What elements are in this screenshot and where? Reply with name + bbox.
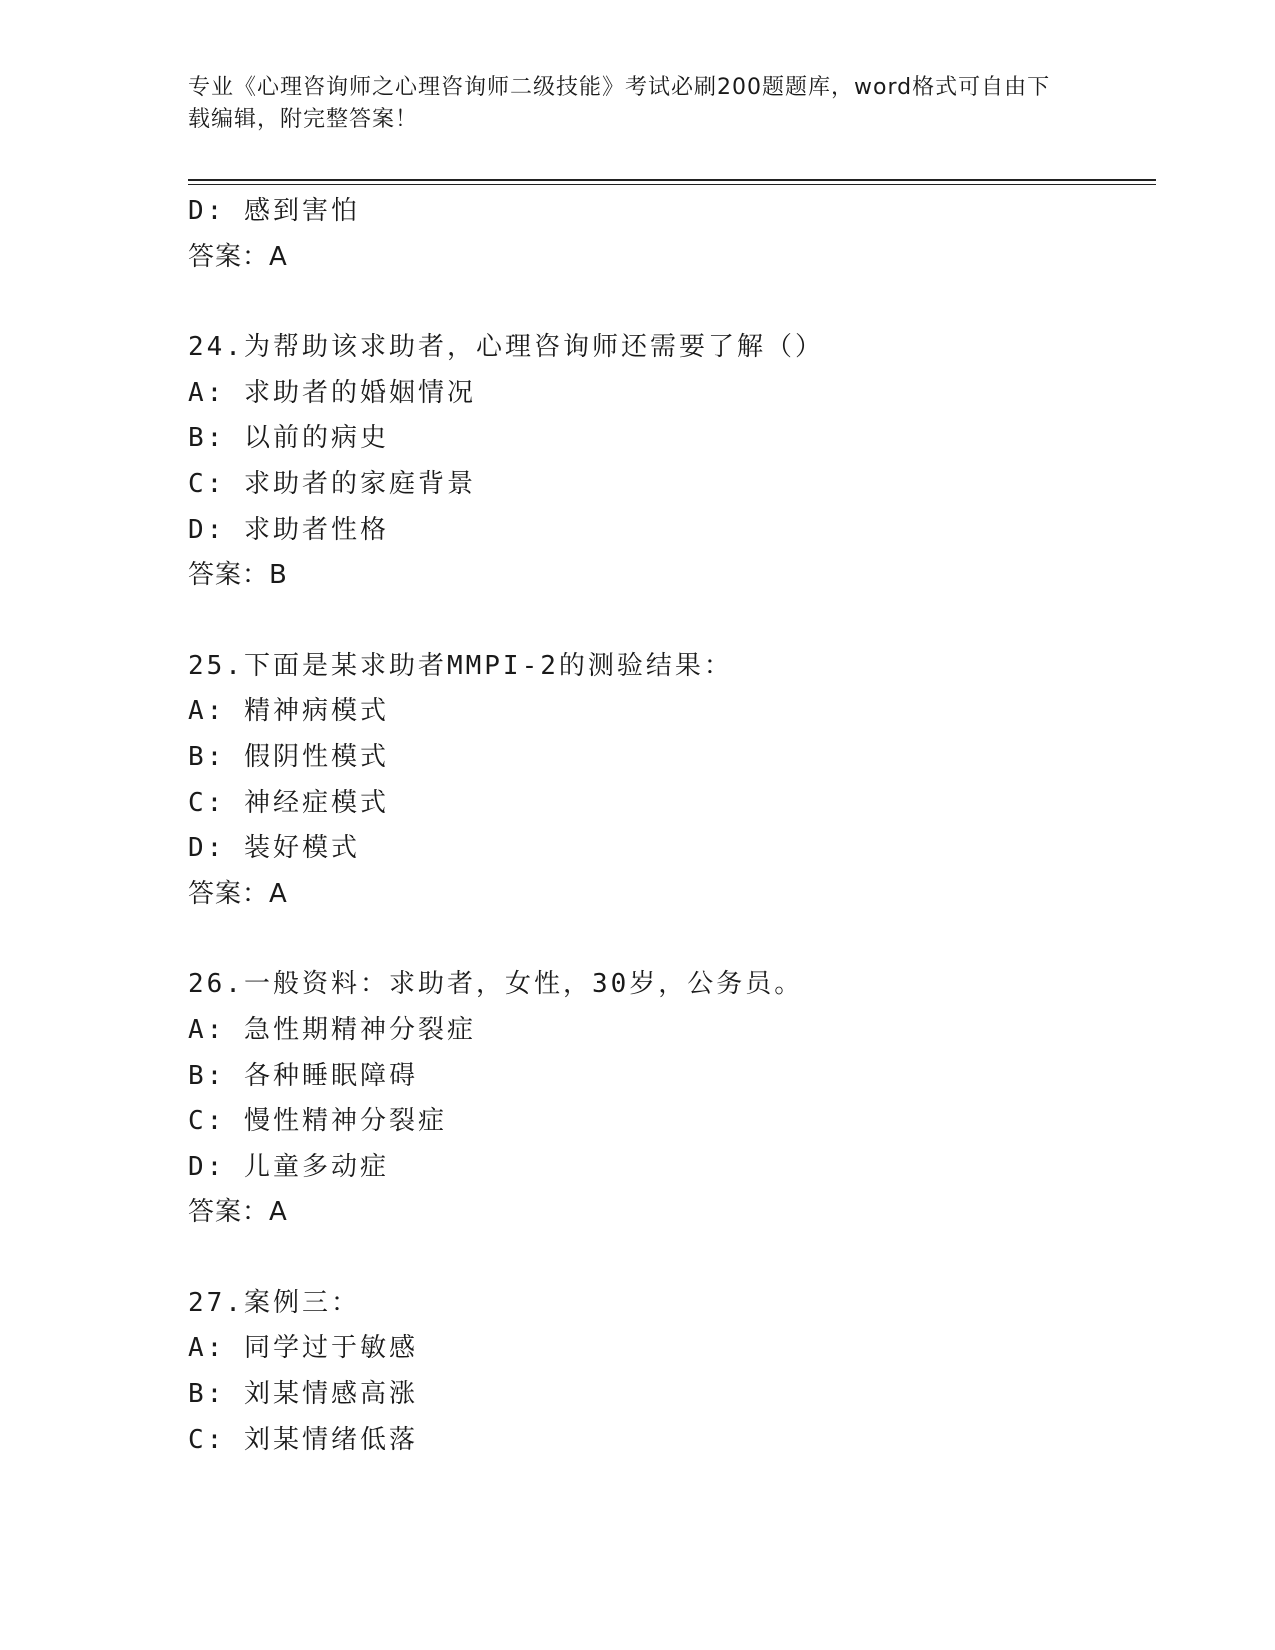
option-a: A: 求助者的婚姻情况 xyxy=(188,377,476,408)
question-stem: 27.案例三： xyxy=(188,1287,360,1318)
answer: 答案：A xyxy=(188,241,288,272)
option-a: A: 同学过于敏感 xyxy=(188,1333,418,1364)
option-b: B: 假阴性模式 xyxy=(188,741,389,772)
option-d: D: 感到害怕 xyxy=(188,196,360,226)
option-d: D: 装好模式 xyxy=(188,833,360,864)
option-b: B: 以前的病史 xyxy=(188,423,389,454)
question-24 xyxy=(188,325,1148,599)
answer: 答案：B xyxy=(188,560,288,591)
option-c: C: 求助者的家庭背景 xyxy=(188,468,476,499)
question-stem: 25.下面是某求助者MMPI-2的测验结果： xyxy=(188,650,733,681)
option-b: B: 各种睡眠障碍 xyxy=(188,1060,418,1091)
option-a: A: 急性期精神分裂症 xyxy=(188,1014,476,1045)
header-rule-thick xyxy=(188,179,1156,181)
question-list xyxy=(188,189,1148,1463)
question-stem: 26.一般资料：求助者，女性，30岁，公务员。 xyxy=(188,969,804,1000)
question-26 xyxy=(188,962,1148,1236)
answer: 答案：A xyxy=(188,1197,288,1228)
question-27 xyxy=(188,1281,1148,1463)
option-c: C: 神经症模式 xyxy=(188,787,389,818)
answer: 答案：A xyxy=(188,878,288,909)
question-25 xyxy=(188,644,1148,918)
option-c: C: 刘某情绪低落 xyxy=(188,1424,418,1455)
question-stem: 24.为帮助该求助者，心理咨询师还需要了解（） xyxy=(188,332,824,363)
option-b: B: 刘某情感高涨 xyxy=(188,1379,418,1410)
document-header: 专业《心理咨询师之心理咨询师二级技能》考试必刷200题题库，word格式可自由下载编辑，附完整答案！ xyxy=(188,75,1051,132)
header-rule-thin xyxy=(188,184,1156,185)
option-c: C: 慢性精神分裂症 xyxy=(188,1106,447,1137)
option-a: A: 精神病模式 xyxy=(188,696,389,727)
option-d: D: 儿童多动症 xyxy=(188,1151,389,1182)
option-d: D: 求助者性格 xyxy=(188,514,389,545)
